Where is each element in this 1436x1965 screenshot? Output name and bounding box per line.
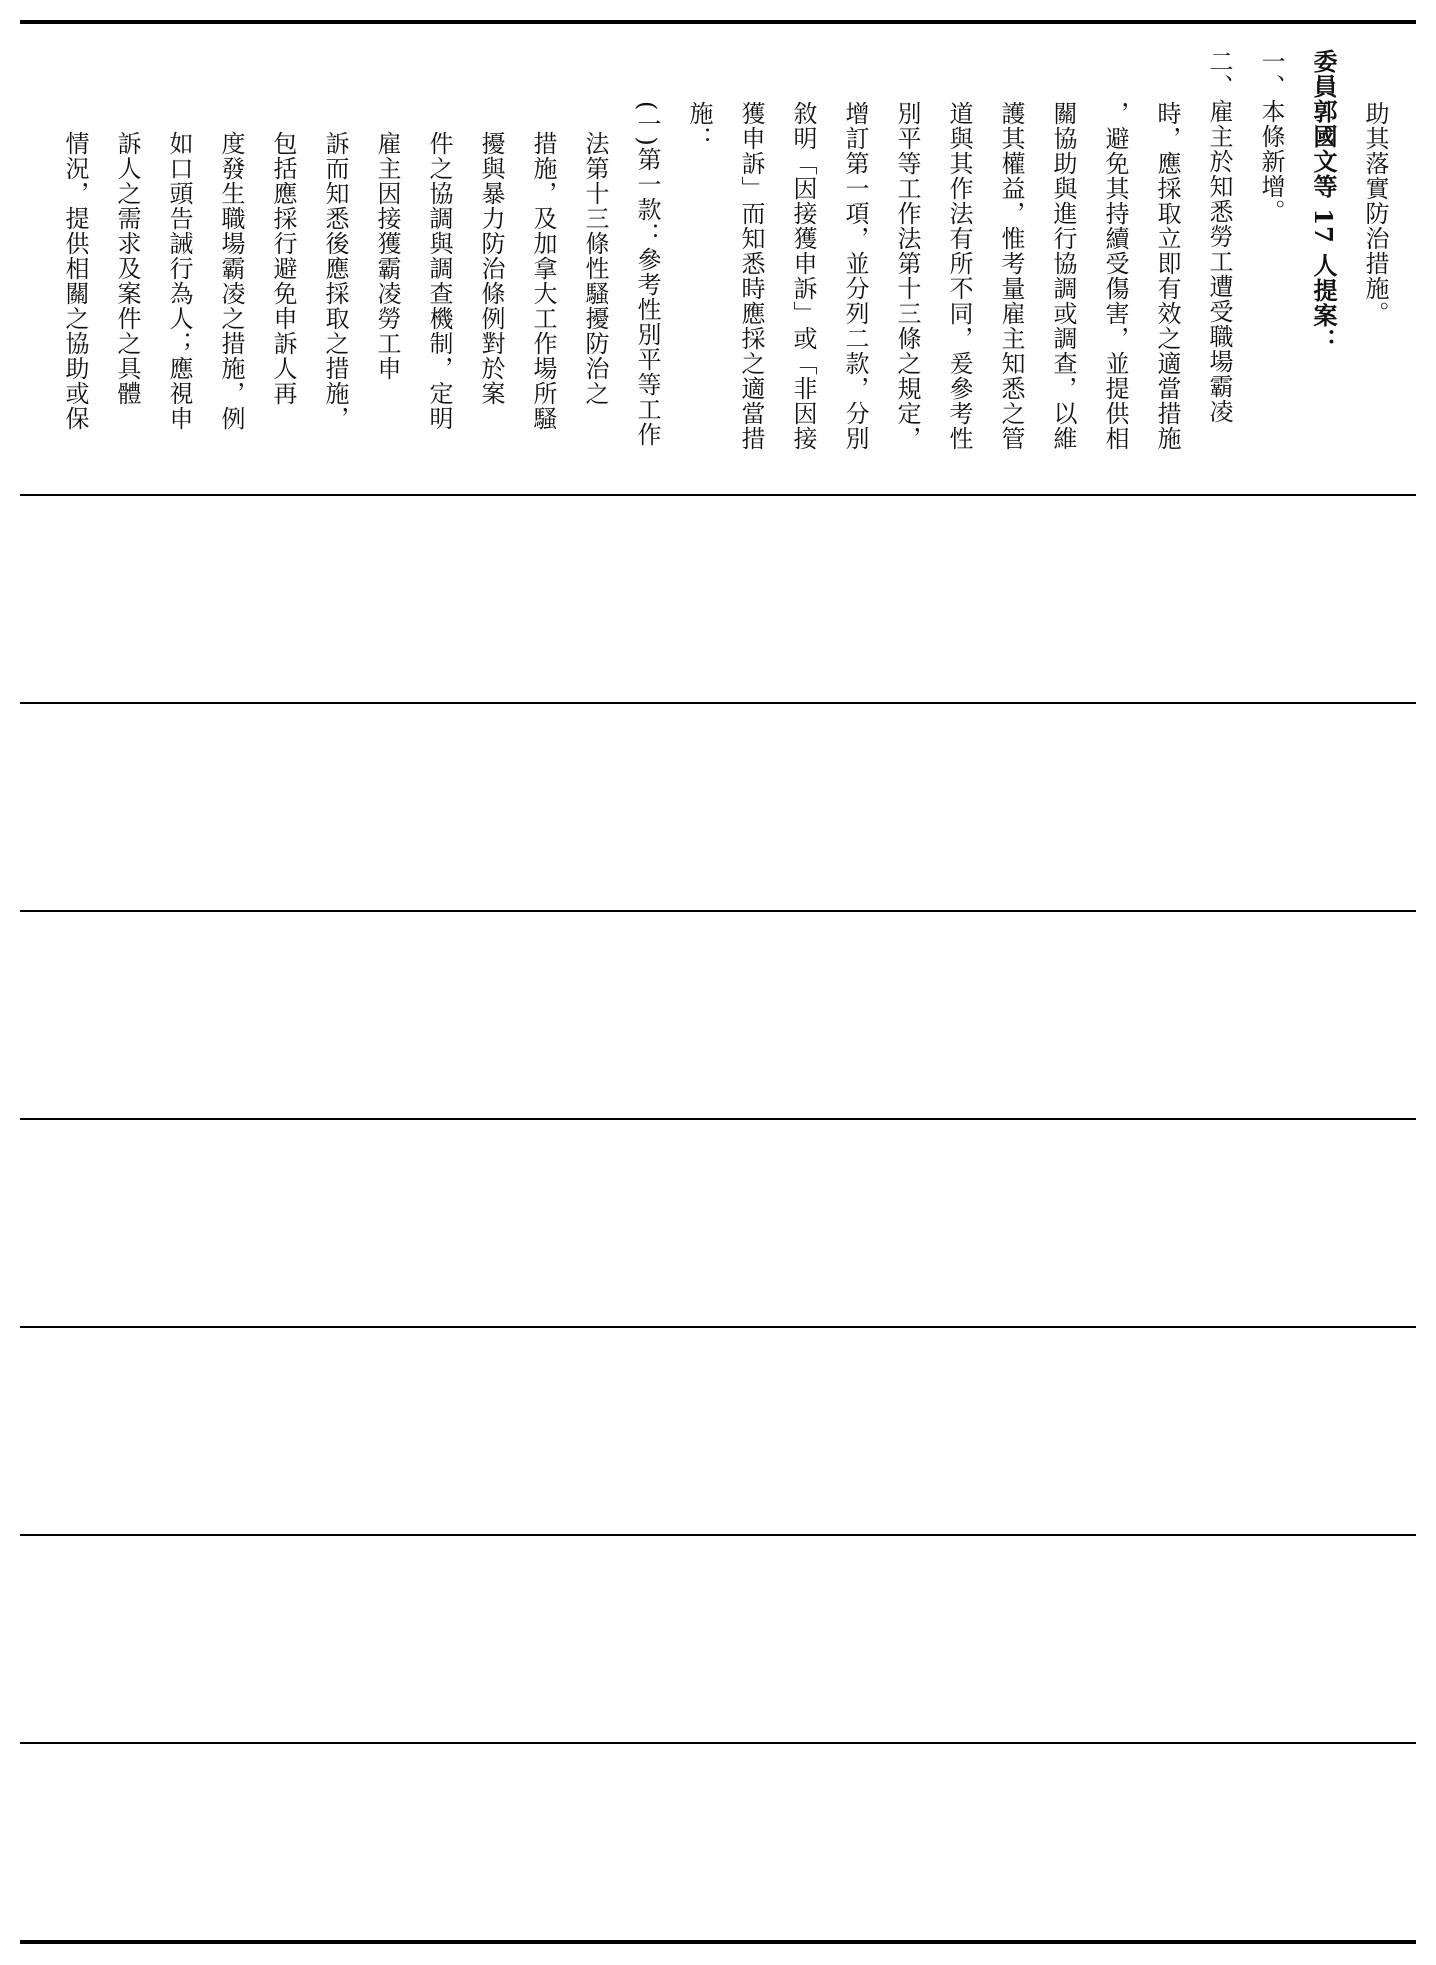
row-3 <box>20 704 1416 910</box>
text-column: 法第十三條性騷擾防治之 <box>581 131 609 406</box>
text-column: 別平等工作法第十三條之規定， <box>893 101 921 451</box>
row-8 <box>20 1744 1416 1940</box>
text-column: 道與其作法有所不同，爰參考性 <box>945 101 973 451</box>
row-1 <box>20 24 1416 494</box>
text-column: 施： <box>685 101 713 151</box>
text-column: 時，應採取立即有效之適當措施 <box>1153 101 1181 451</box>
text-column: 措施，及加拿大工作場所騷 <box>529 131 557 431</box>
text-column: 訴而知悉後應採取之措施， <box>321 131 349 431</box>
row-7 <box>20 1536 1416 1742</box>
bottom-rule <box>20 1940 1416 1944</box>
row-5 <box>20 1120 1416 1326</box>
text-column: 訴人之需求及案件之具體 <box>113 131 141 406</box>
text-column: 助其落實防治措施。 <box>1361 101 1389 326</box>
vertical-text-block <box>49 49 1401 514</box>
row-4 <box>20 912 1416 1118</box>
row-2 <box>20 496 1416 702</box>
text-column: 增訂第一項，並分列二款，分別 <box>841 101 869 451</box>
text-column: ，避免其持續受傷害，並提供相 <box>1101 101 1129 451</box>
text-column: 擾與暴力防治條例對於案 <box>477 131 505 406</box>
text-column: 關協助與進行協調或調查，以維 <box>1049 101 1077 451</box>
text-column: 件之協調與調查機制，定明 <box>425 131 453 431</box>
text-column: 二、雇主於知悉勞工遭受職場霸凌 <box>1205 49 1233 424</box>
text-column: 雇主因接獲霸凌勞工申 <box>373 131 401 381</box>
text-column: 包括應採行避免申訴人再 <box>269 131 297 406</box>
text-column: (一)第一款：參考性別平等工作 <box>633 101 661 447</box>
text-column: 度發生職場霸凌之措施，例 <box>217 131 245 431</box>
text-column: 敘明「因接獲申訴」或「非因接 <box>789 101 817 451</box>
text-column: 獲申訴」而知悉時應採之適當措 <box>737 101 765 451</box>
row-6 <box>20 1328 1416 1534</box>
text-column: 情況，提供相關之協助或保 <box>61 131 89 431</box>
text-column: 委員郭國文等 17 人提案： <box>1309 49 1338 354</box>
text-column: 如口頭告誡行為人；應視申 <box>165 131 193 431</box>
text-column: 護其權益，惟考量雇主知悉之管 <box>997 101 1025 451</box>
text-column: 一、本條新增。 <box>1257 49 1285 224</box>
